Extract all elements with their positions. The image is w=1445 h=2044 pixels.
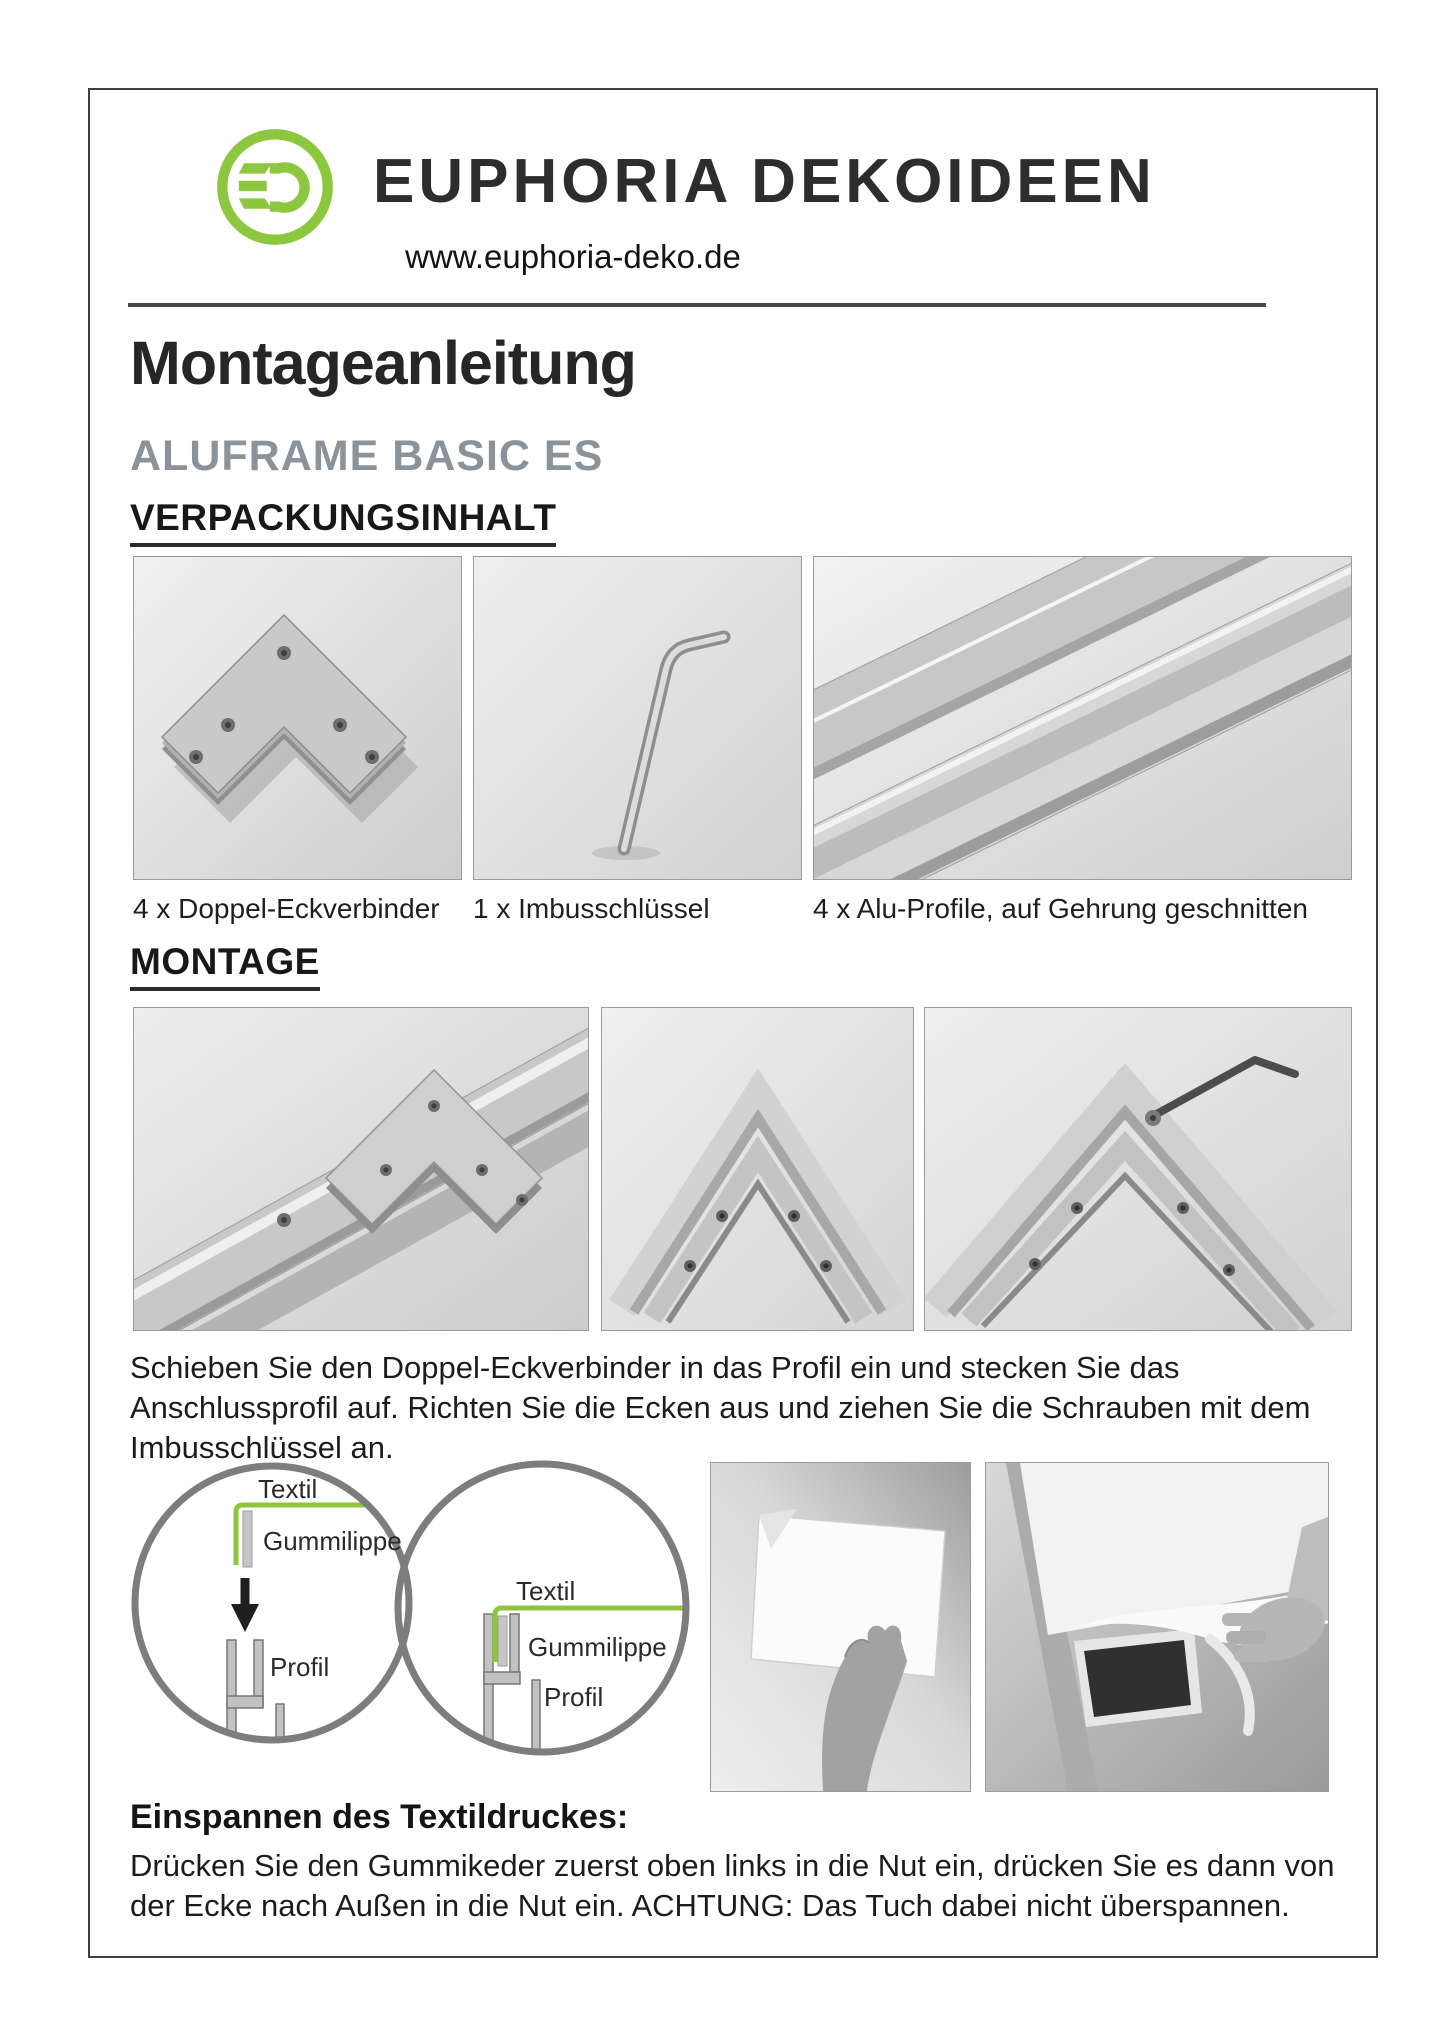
section-heading-tensioning: Einspannen des Textildruckes: — [130, 1798, 629, 1836]
label-textil-left: Textil — [258, 1474, 318, 1504]
label-gummilippe-right: Gummilippe — [528, 1632, 667, 1662]
label-profil-right: Profil — [544, 1682, 604, 1712]
section-heading-contents: VERPACKUNGSINHALT — [130, 497, 556, 547]
caption-allen-key: 1 x Imbusschlüssel — [473, 893, 710, 924]
frame-corner-joined-photo — [601, 1007, 914, 1331]
product-name: ALUFRAME BASIC ES — [130, 432, 604, 480]
page-title: Montageanleitung — [130, 329, 636, 397]
ed-monogram-icon — [213, 125, 337, 249]
alu-profiles-photo — [813, 556, 1352, 880]
label-gummilippe-left: Gummilippe — [263, 1526, 402, 1556]
header-divider — [128, 303, 1266, 307]
caption-corner-connector: 4 x Doppel-Eckverbinder — [133, 893, 440, 924]
montage-description: Schieben Sie den Doppel-Eckverbinder in das Profil ein und stecken Sie das Anschlussprofil auf. Richten Sie die Ecken aus und ziehen Sie die Schrauben mit dem Imbusschlüssel an. — [130, 1350, 1311, 1465]
section-heading-montage: MONTAGE — [130, 941, 320, 991]
brand-logo-icon — [213, 125, 337, 249]
corner-connector-photo — [133, 556, 462, 880]
tensioning-description: Drücken Sie den Gummikeder zuerst oben links in die Nut ein, drücken Sie es dann von der Ecke nach Außen in die Nut ein. ACHTUNG: Das Tuch dabei nicht überspannen. — [130, 1848, 1335, 1923]
label-profil-left: Profil — [270, 1652, 330, 1682]
allen-key-photo — [473, 556, 802, 880]
connector-slid-into-profile-photo — [133, 1007, 589, 1331]
keder-detail-diagram — [108, 1428, 712, 1762]
label-textil-right: Textil — [516, 1576, 576, 1606]
brand-website: www.euphoria-deko.de — [405, 238, 741, 275]
brand-name: EUPHORIA DEKOIDEEN — [373, 147, 1156, 216]
caption-alu-profiles: 4 x Alu-Profile, auf Gehrung geschnitten — [813, 893, 1308, 924]
pressing-keder-into-corner-photo — [710, 1462, 971, 1792]
tightening-screws-with-allen-key-photo — [924, 1007, 1352, 1331]
pulling-textile-at-corner-photo — [985, 1462, 1329, 1792]
